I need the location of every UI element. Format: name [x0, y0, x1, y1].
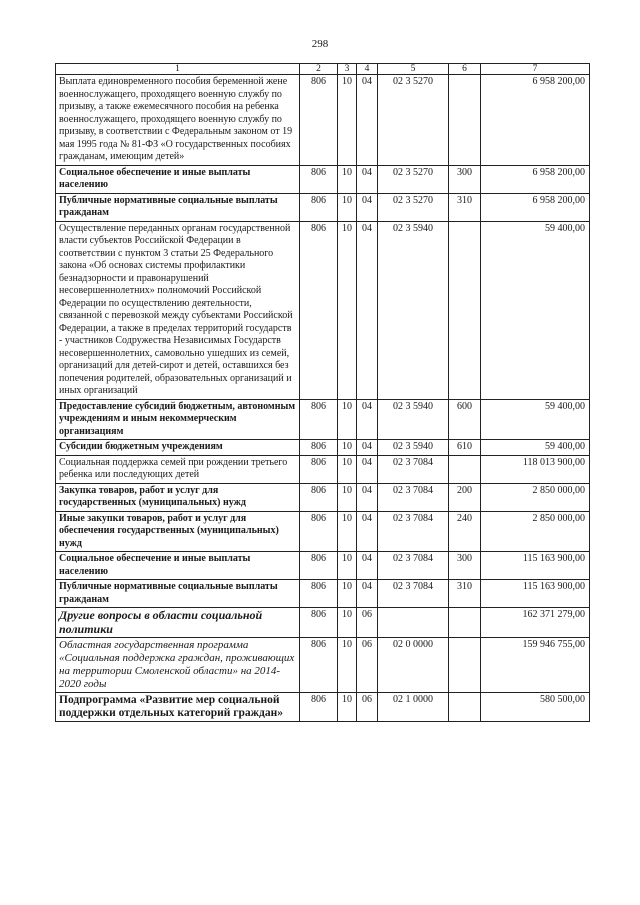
row-pr: 06: [357, 693, 378, 722]
row-name: Иные закупки товаров, работ и услуг для обеспечения государственных (муниципальных) нужд: [56, 511, 300, 552]
row-sum: 6 958 200,00: [481, 165, 590, 193]
row-csr: 02 3 7084: [378, 483, 449, 511]
table-row: [56, 552, 590, 580]
row-name: Публичные нормативные социальные выплаты гражданам: [56, 193, 300, 221]
table-row: [56, 580, 590, 608]
row-sum: 59 400,00: [481, 221, 590, 399]
row-csr: 02 1 0000: [378, 693, 449, 722]
row-rz: 10: [338, 221, 357, 399]
row-sum: 159 946 755,00: [481, 638, 590, 693]
row-glava: 806: [300, 165, 338, 193]
table-row: [56, 693, 590, 722]
row-name: Подпрограмма «Развитие мер социальной поддержки отдельных категорий граждан»: [56, 693, 300, 722]
row-name: Предоставление субсидий бюджетным, автономным учреждениям и иным некоммерческим организациям: [56, 399, 300, 440]
row-vr: [449, 608, 481, 638]
table-header-row: [56, 64, 590, 75]
row-csr: 02 3 7084: [378, 455, 449, 483]
row-name: Осуществление переданных органам государственной власти субъектов Российской Федерации в соответствии с пунктом 3 статьи 25 Федерального закона «Об основах системы профилактики безнадзорности и правонарушений несовершеннолетних» полномочий Российской Федерации по осуществлению деятельности, связанной с перевозкой между субъектами Российской Федерации, а также в пределах территорий государств - участников Содружества Независимых Государств несовершеннолетних, самовольно ушедших из семей, организаций для детей-сирот и детей, оставшихся без попечения родителей, образовательных организаций и иных организаций: [56, 221, 300, 399]
header-cell: 7: [481, 64, 590, 75]
row-rz: 10: [338, 511, 357, 552]
header-cell: 1: [56, 64, 300, 75]
row-sum: 118 013 900,00: [481, 455, 590, 483]
row-csr: 02 3 5270: [378, 75, 449, 166]
row-vr: 300: [449, 552, 481, 580]
table-row: [56, 455, 590, 483]
header-cell: 4: [357, 64, 378, 75]
table-row: [56, 165, 590, 193]
row-vr: 610: [449, 440, 481, 456]
row-sum: 59 400,00: [481, 440, 590, 456]
row-pr: 04: [357, 483, 378, 511]
row-rz: 10: [338, 455, 357, 483]
row-glava: 806: [300, 608, 338, 638]
row-pr: 04: [357, 455, 378, 483]
row-sum: 580 500,00: [481, 693, 590, 722]
budget-table: [55, 63, 590, 722]
row-name: Социальное обеспечение и иные выплаты населению: [56, 165, 300, 193]
row-vr: 200: [449, 483, 481, 511]
row-vr: [449, 693, 481, 722]
row-vr: [449, 75, 481, 166]
row-glava: 806: [300, 580, 338, 608]
row-glava: 806: [300, 440, 338, 456]
row-vr: 310: [449, 193, 481, 221]
row-pr: 04: [357, 511, 378, 552]
header-cell: 6: [449, 64, 481, 75]
table-row: [56, 511, 590, 552]
row-name: Закупка товаров, работ и услуг для государственных (муниципальных) нужд: [56, 483, 300, 511]
row-glava: 806: [300, 399, 338, 440]
row-rz: 10: [338, 638, 357, 693]
row-glava: 806: [300, 483, 338, 511]
row-rz: 10: [338, 193, 357, 221]
row-sum: 162 371 279,00: [481, 608, 590, 638]
row-glava: 806: [300, 693, 338, 722]
row-name: Социальное обеспечение и иные выплаты населению: [56, 552, 300, 580]
row-glava: 806: [300, 75, 338, 166]
row-name: Субсидии бюджетным учреждениям: [56, 440, 300, 456]
row-csr: 02 3 7084: [378, 552, 449, 580]
table-row: [56, 483, 590, 511]
row-sum: 59 400,00: [481, 399, 590, 440]
row-pr: 06: [357, 608, 378, 638]
row-glava: 806: [300, 221, 338, 399]
table-row: [56, 75, 590, 166]
row-vr: 240: [449, 511, 481, 552]
row-rz: 10: [338, 399, 357, 440]
row-csr: 02 3 5270: [378, 193, 449, 221]
row-rz: 10: [338, 440, 357, 456]
row-csr: 02 3 5940: [378, 221, 449, 399]
row-glava: 806: [300, 638, 338, 693]
row-pr: 04: [357, 399, 378, 440]
row-vr: [449, 455, 481, 483]
row-rz: 10: [338, 580, 357, 608]
row-csr: 02 3 5940: [378, 399, 449, 440]
header-cell: 5: [378, 64, 449, 75]
row-pr: 04: [357, 221, 378, 399]
row-sum: 115 163 900,00: [481, 580, 590, 608]
row-vr: [449, 638, 481, 693]
row-rz: 10: [338, 165, 357, 193]
row-pr: 04: [357, 440, 378, 456]
table-row: [56, 608, 590, 638]
table-row: [56, 440, 590, 456]
row-rz: 10: [338, 552, 357, 580]
row-csr: 02 3 5940: [378, 440, 449, 456]
row-vr: [449, 221, 481, 399]
row-pr: 04: [357, 193, 378, 221]
row-glava: 806: [300, 455, 338, 483]
table-row: [56, 221, 590, 399]
row-csr: 02 3 5270: [378, 165, 449, 193]
row-csr: 02 0 0000: [378, 638, 449, 693]
row-sum: 6 958 200,00: [481, 193, 590, 221]
row-sum: 6 958 200,00: [481, 75, 590, 166]
row-pr: 04: [357, 552, 378, 580]
table-row: [56, 193, 590, 221]
row-sum: 115 163 900,00: [481, 552, 590, 580]
row-sum: 2 850 000,00: [481, 483, 590, 511]
row-rz: 10: [338, 693, 357, 722]
row-vr: 600: [449, 399, 481, 440]
row-csr: 02 3 7084: [378, 580, 449, 608]
row-glava: 806: [300, 552, 338, 580]
row-pr: 06: [357, 638, 378, 693]
row-vr: 310: [449, 580, 481, 608]
table-row: [56, 638, 590, 693]
row-rz: 10: [338, 608, 357, 638]
row-name: Социальная поддержка семей при рождении третьего ребенка или последующих детей: [56, 455, 300, 483]
table-row: [56, 399, 590, 440]
row-csr: 02 3 7084: [378, 511, 449, 552]
row-name: Областная государственная программа «Социальная поддержка граждан, проживающих на территории Смоленской области» на 2014-2020 годы: [56, 638, 300, 693]
header-cell: 2: [300, 64, 338, 75]
row-csr: [378, 608, 449, 638]
row-rz: 10: [338, 483, 357, 511]
header-cell: 3: [338, 64, 357, 75]
row-sum: 2 850 000,00: [481, 511, 590, 552]
row-name: Выплата единовременного пособия беременной жене военнослужащего, проходящего военную службу по призыву, а также ежемесячного пособия на ребенка военнослужащего, проходящего военную службу по призыву, в соответствии с Федеральным законом от 19 мая 1995 года № 81-ФЗ «О государственных пособиях гражданам, имеющим детей»: [56, 75, 300, 166]
row-name: Другие вопросы в области социальной политики: [56, 608, 300, 638]
row-name: Публичные нормативные социальные выплаты гражданам: [56, 580, 300, 608]
row-glava: 806: [300, 193, 338, 221]
row-pr: 04: [357, 75, 378, 166]
row-glava: 806: [300, 511, 338, 552]
row-pr: 04: [357, 580, 378, 608]
row-rz: 10: [338, 75, 357, 166]
row-pr: 04: [357, 165, 378, 193]
page-number: 298: [311, 38, 329, 50]
row-vr: 300: [449, 165, 481, 193]
